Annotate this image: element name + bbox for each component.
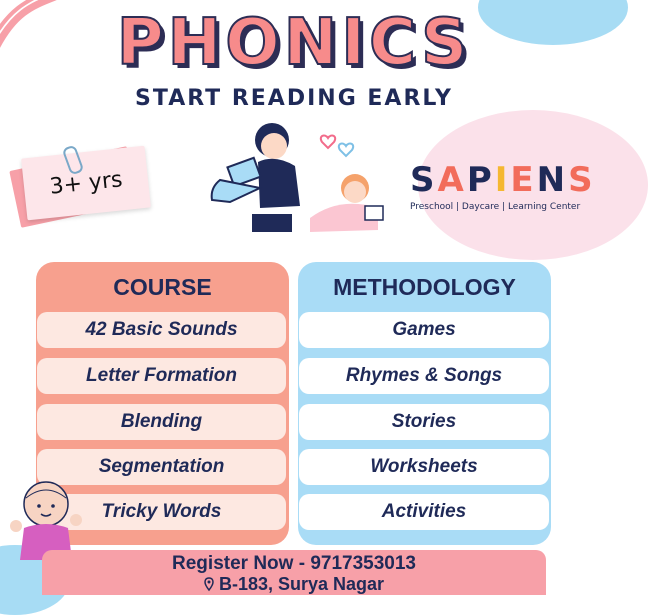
brand-letter: S — [568, 160, 596, 200]
methodology-panel — [298, 262, 551, 545]
brand-letter: A — [437, 160, 467, 200]
address-text: B-183, Surya Nagar — [218, 574, 385, 594]
page-title: PHONICS — [116, 6, 472, 80]
age-badge-label: 3+ yrs — [48, 166, 124, 200]
page-subtitle: START READING EARLY — [135, 86, 453, 111]
age-badge — [21, 146, 151, 221]
course-item: Tricky Words — [37, 494, 286, 530]
course-item: 42 Basic Sounds — [37, 312, 286, 348]
footer-banner — [42, 550, 546, 595]
brand-letter: P — [466, 160, 495, 200]
brand-letter: S — [410, 160, 438, 200]
brand-name — [410, 160, 596, 200]
heart-icon — [339, 143, 353, 156]
methodology-heading: METHODOLOGY — [333, 274, 516, 300]
course-item: Letter Formation — [37, 358, 286, 394]
brand-letter: N — [536, 160, 569, 200]
course-item: Segmentation — [37, 449, 286, 485]
methodology-item: Rhymes & Songs — [299, 358, 549, 394]
brand-logo — [410, 160, 596, 212]
course-heading: COURSE — [113, 274, 212, 300]
methodology-item: Worksheets — [299, 449, 549, 485]
methodology-item: Stories — [299, 404, 549, 440]
methodology-item: Games — [299, 312, 549, 348]
register-line: Register Now - 9717353013 — [172, 553, 416, 574]
brand-letter: I — [494, 160, 511, 200]
kids-reading-illustration — [200, 118, 400, 238]
pin-icon — [204, 577, 214, 591]
heart-icon — [321, 135, 335, 148]
methodology-item: Activities — [299, 494, 549, 530]
brand-letter: E — [510, 160, 537, 200]
brand-tagline: Preschool | Daycare | Learning Center — [410, 202, 581, 212]
address-line — [42, 574, 546, 594]
course-item: Blending — [37, 404, 286, 440]
